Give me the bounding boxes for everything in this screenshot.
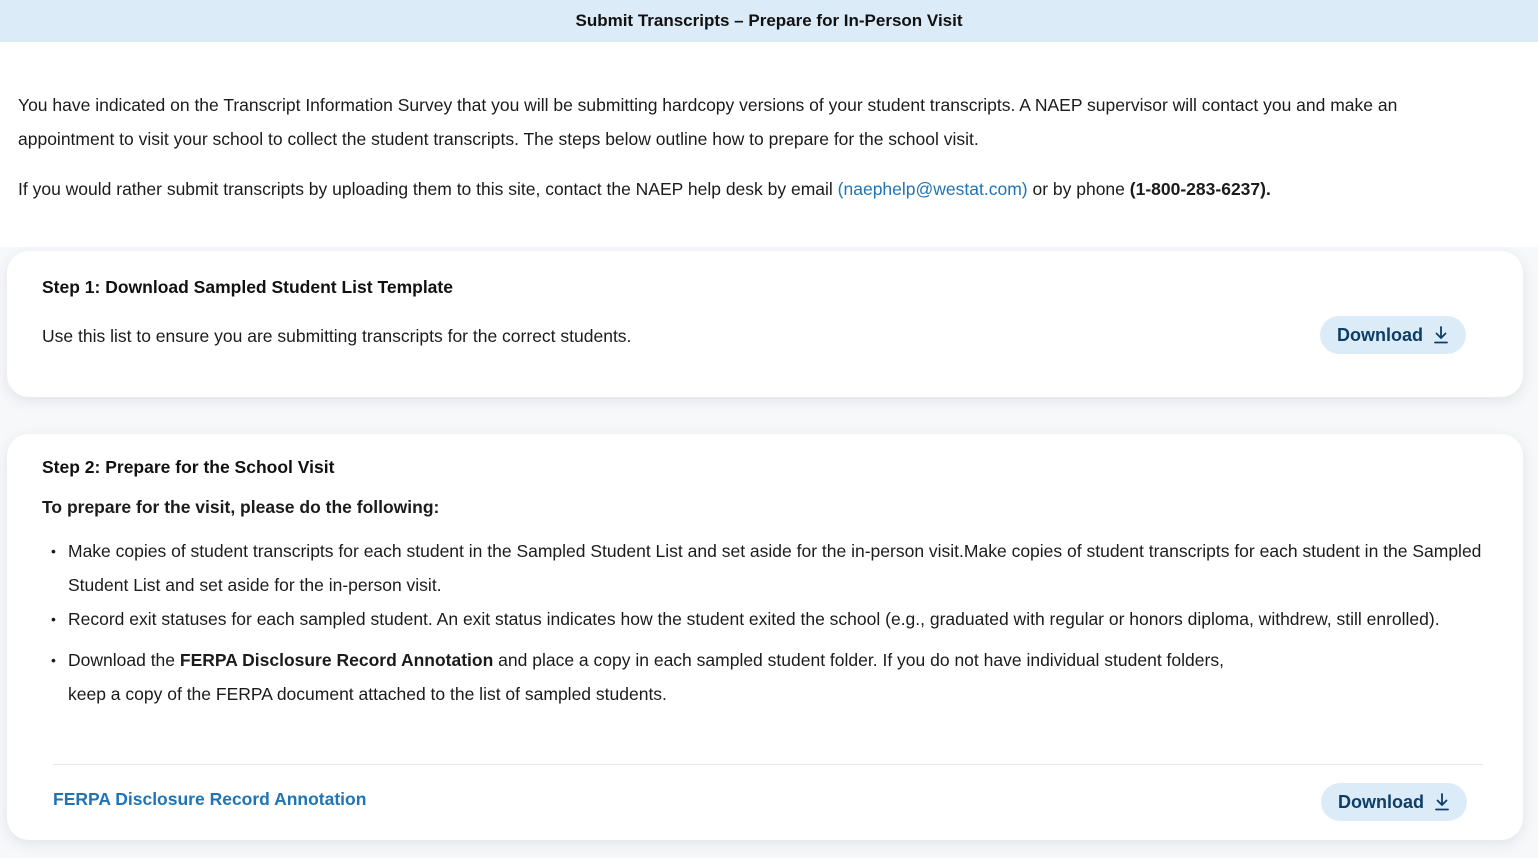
bullet3-text-suffix: and place a copy in each sampled student folder. If you do not have individual student folders, keep a copy of the FERPA document attached to the list of sampled students. — [68, 650, 1224, 704]
ferpa-document-link[interactable]: FERPA Disclosure Record Annotation — [53, 789, 367, 809]
step2-subheading: To prepare for the visit, please do the following: — [42, 497, 440, 517]
step1-card — [7, 251, 1523, 397]
ferpa-download-button[interactable] — [1321, 783, 1467, 821]
list-item — [42, 643, 1248, 711]
bullet3-text: Download the — [68, 650, 180, 670]
page-title-bar — [0, 0, 1538, 42]
download-icon — [1434, 793, 1450, 811]
intro-section — [0, 42, 1538, 247]
bullet3-ferpa-name: FERPA Disclosure Record Annotation — [179, 650, 494, 670]
help-desk-paragraph — [18, 172, 1488, 206]
help-desk-email-link[interactable]: (naephelp@westat.com) — [837, 179, 1028, 199]
step1-description: Use this list to ensure you are submitting transcripts for the correct students. — [42, 326, 632, 346]
step1-download-label: Download — [1337, 324, 1423, 345]
page-title: Submit Transcripts – Prepare for In-Person Visit — [575, 11, 963, 30]
help-desk-text-middle: or by phone — [1027, 179, 1130, 199]
step2-bullet-list — [42, 534, 1507, 711]
ferpa-download-label: Download — [1338, 791, 1424, 812]
download-icon — [1433, 326, 1449, 344]
help-desk-phone: (1-800-283-6237). — [1129, 179, 1271, 199]
help-desk-text: If you would rather submit transcripts by uploading them to this site, contact the NAEP help desk by email — [18, 179, 838, 199]
list-item: • Record exit statuses for each sampled student. An exit status indicates how the student exited the school (e.g., graduated with regular or honors diploma, withdrew, still enrolled). — [42, 602, 1507, 636]
intro-paragraph: You have indicated on the Transcript Information Survey that you will be submitting hardcopy versions of your student transcripts. A NAEP supervisor will contact you and make an appointment to visit your school to collect the student transcripts. The steps below outline how to prepare for the school visit. — [18, 95, 1398, 149]
step1-title: Step 1: Download Sampled Student List Template — [42, 277, 453, 297]
divider — [53, 764, 1483, 765]
step2-title: Step 2: Prepare for the School Visit — [42, 457, 335, 477]
list-item: • Make copies of student transcripts for each student in the Sampled Student List and set aside for the in-person visit.Make copies of student transcripts for each student in the Sampled Student List and set aside for the in-person visit. — [42, 534, 1507, 602]
step1-download-button[interactable] — [1320, 316, 1466, 354]
step2-card — [7, 434, 1523, 840]
